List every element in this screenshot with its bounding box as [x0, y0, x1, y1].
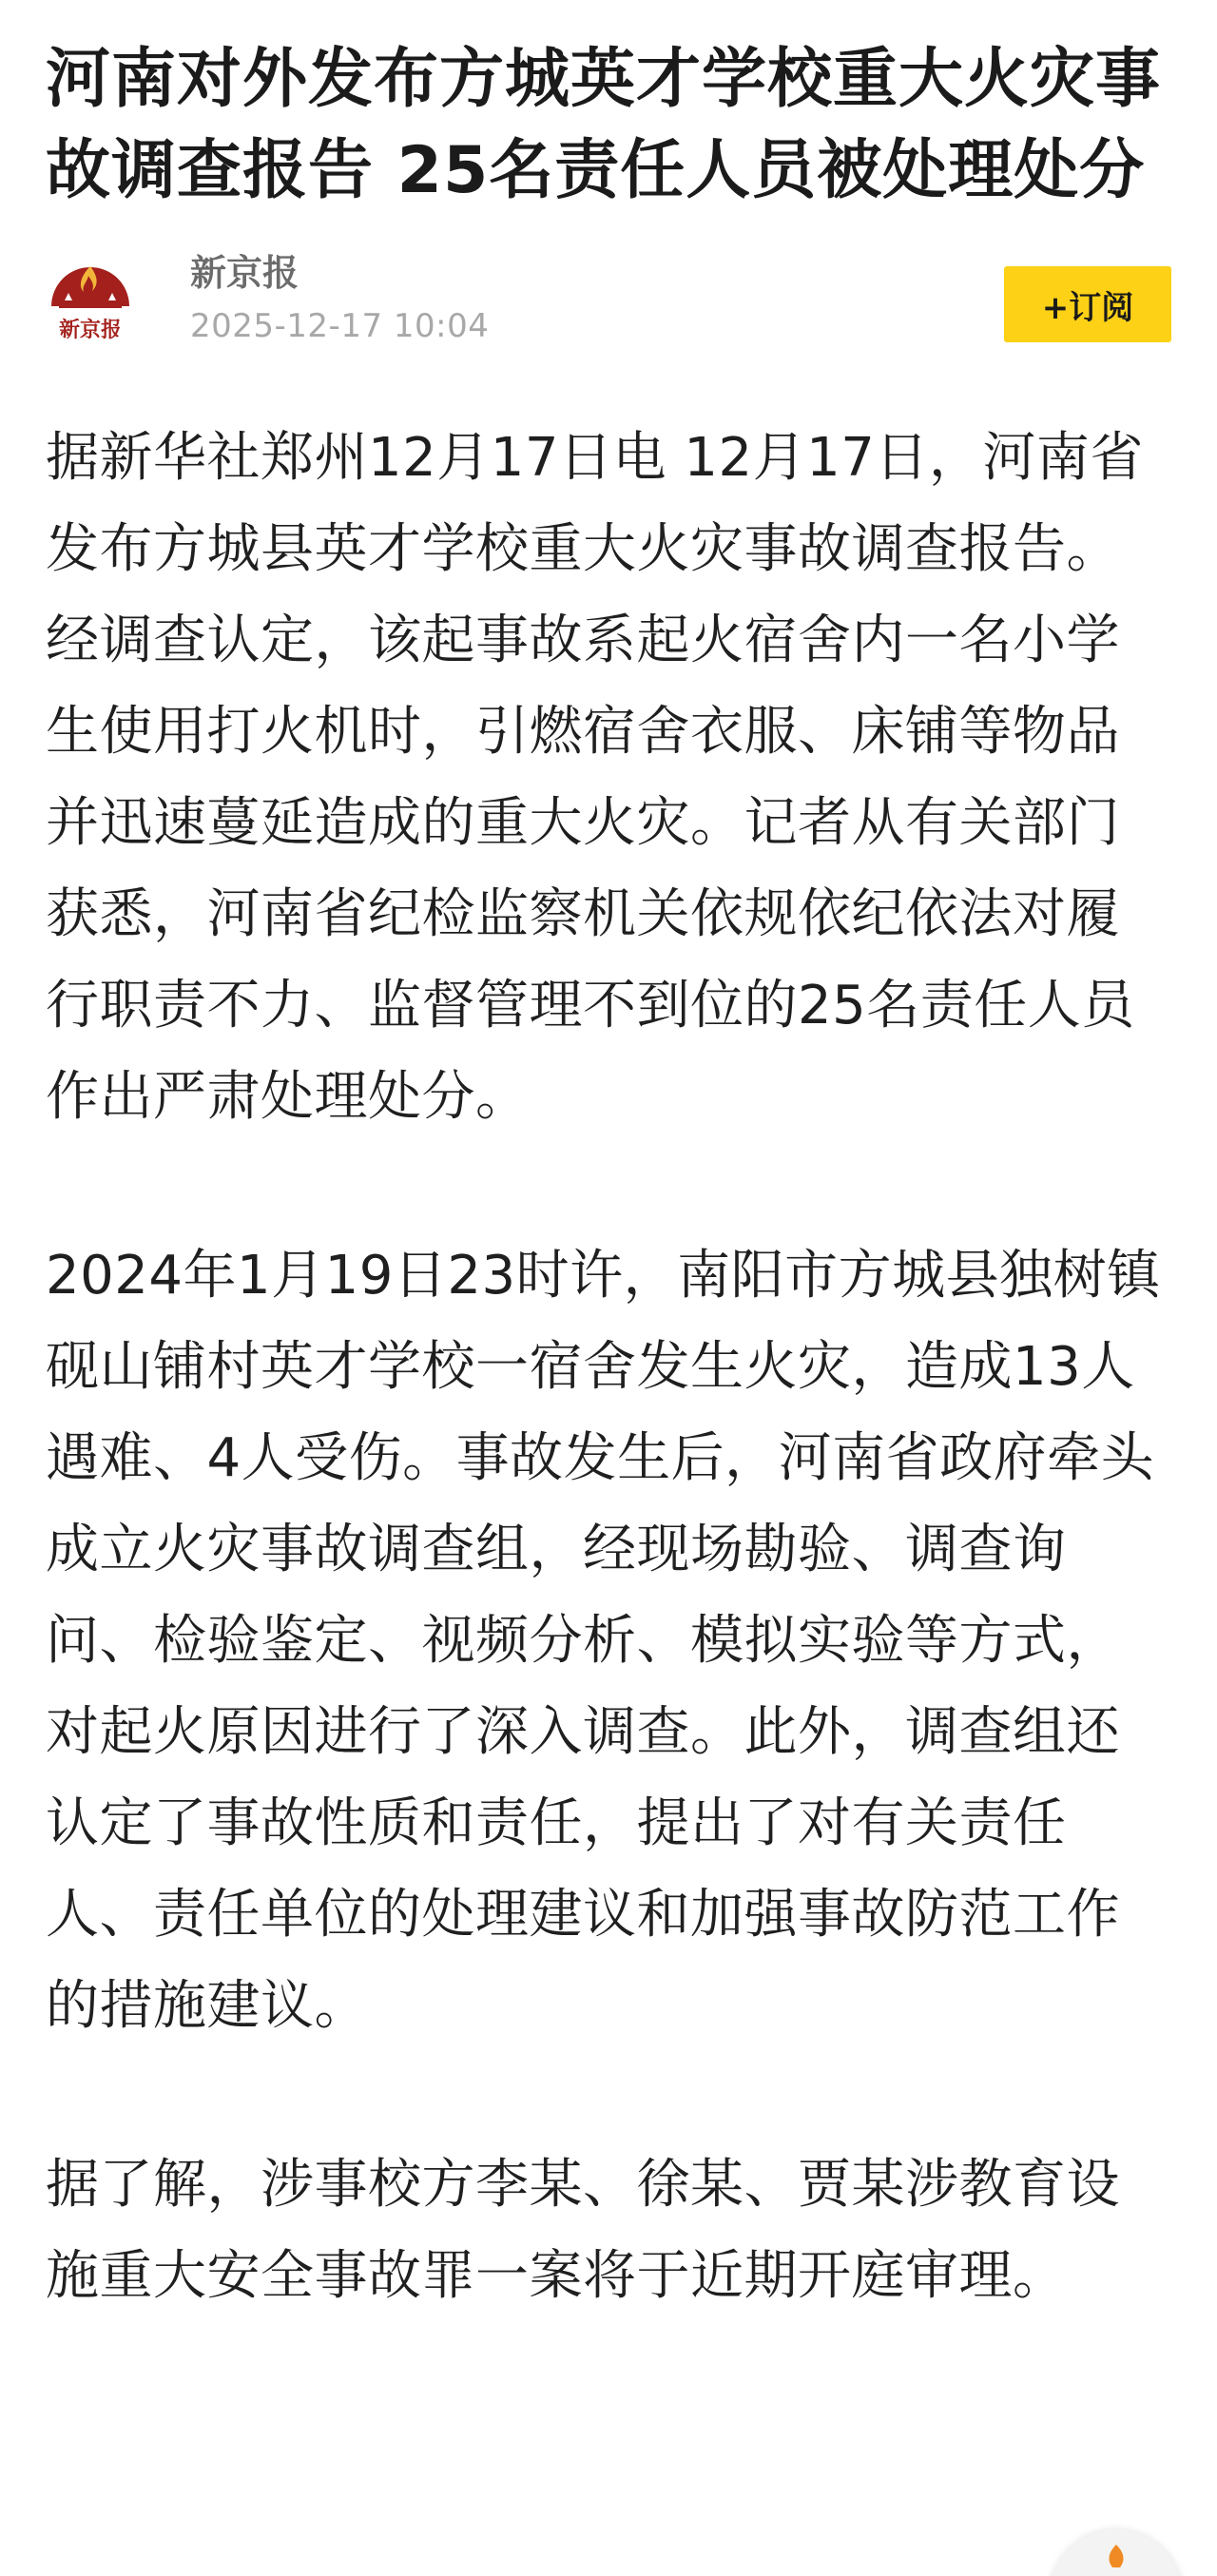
flame-icon	[1091, 2543, 1141, 2576]
newspaper-logo-icon	[46, 257, 135, 346]
article-paragraph-3: 据了解，涉事校方李某、徐某、贾某涉教育设施重大安全事故罪一案将于近期开庭审理。	[46, 2154, 1120, 2307]
publish-time: 2025-12-17 10:04	[190, 307, 490, 345]
source-avatar[interactable]	[46, 257, 135, 346]
subscribe-button[interactable]: +订阅	[1004, 266, 1171, 342]
article-byline	[46, 249, 1171, 420]
logo-text: 新京报	[58, 318, 123, 342]
article-headline: 河南对外发布方城英才学校重大火灾事故调查报告 25名责任人员被处理处分	[46, 42, 1162, 208]
article-paragraph-2: 2024年1月19日23时许，南阳市方城县独树镇砚山铺村英才学校一宿舍发生火灾，造成13人遇难、4人受伤。事故发生后，河南省政府牵头成立火灾事故调查组，经现场勘验、调查询问、检验鉴定、视频分析、模拟实验等方式，对起火原因进行了深入调查。此外，调查组还认定了事故性质和责任，提出了对有关责任人、责任单位的处理建议和加强事故防范工作的措施建议。	[46, 1245, 1161, 2037]
article-body	[46, 413, 1171, 2322]
source-name[interactable]: 新京报	[190, 252, 299, 294]
article-paragraph-1: 据新华社郑州12月17日电 12月17日，河南省发布方城县英才学校重大火灾事故调查报告。经调查认定，该起事故系起火宿舍内一名小学生使用打火机时，引燃宿舍衣服、床铺等物品并迅速蔓延造成的重大火灾。记者从有关部门获悉，河南省纪检监察机关依规依纪依法对履行职责不力、监督管理不到位的25名责任人员作出严肃处理处分。	[46, 427, 1144, 1128]
